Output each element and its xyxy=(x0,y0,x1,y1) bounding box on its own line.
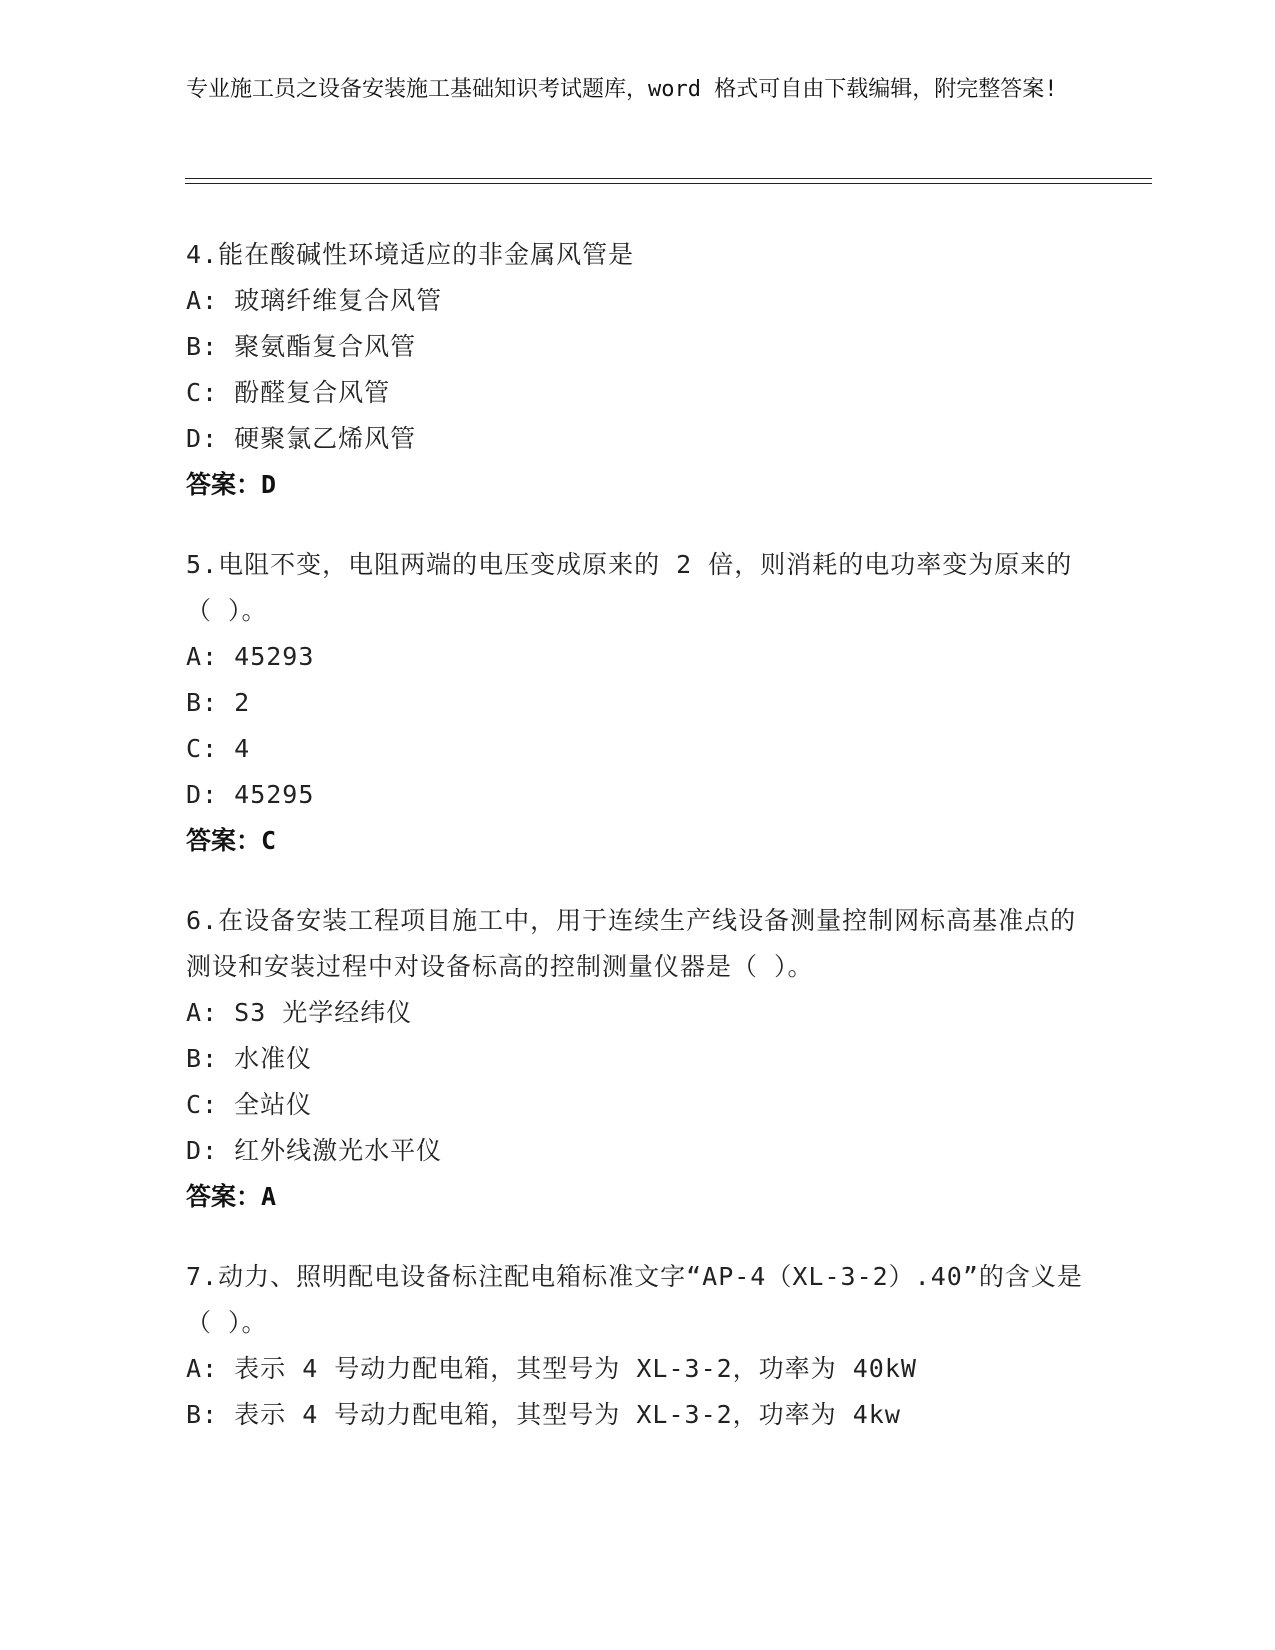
question-stem: 5.电阻不变，电阻两端的电压变成原来的 2 倍，则消耗的电功率变为原来的（ ）。 xyxy=(186,550,1073,625)
header-divider-top xyxy=(185,178,1152,179)
answer-line: 答案：C xyxy=(186,826,277,855)
option-d: D: 45295 xyxy=(186,780,315,809)
question-5 xyxy=(186,542,1086,864)
question-stem: 6.在设备安装工程项目施工中，用于连续生产线设备测量控制网标高基准点的测设和安装过程中对设备标高的控制测量仪器是（ ）。 xyxy=(186,906,1077,981)
option-c: C: 酚醛复合风管 xyxy=(186,378,391,407)
answer-line: 答案：D xyxy=(186,470,277,499)
question-list xyxy=(186,232,1086,1472)
option-d: D: 红外线激光水平仪 xyxy=(186,1136,443,1165)
option-a: A: S3 光学经纬仪 xyxy=(186,998,413,1027)
option-b: B: 水准仪 xyxy=(186,1044,313,1073)
option-c: C: 4 xyxy=(186,734,251,763)
document-header: 专业施工员之设备安装施工基础知识考试题库，word 格式可自由下载编辑，附完整答案! xyxy=(186,77,1058,102)
question-stem: 4.能在酸碱性环境适应的非金属风管是 xyxy=(186,240,635,269)
option-b: B: 聚氨酯复合风管 xyxy=(186,332,417,361)
question-4 xyxy=(186,232,1086,508)
option-b: B: 表示 4 号动力配电箱，其型号为 XL-3-2，功率为 4kw xyxy=(186,1400,901,1429)
question-6 xyxy=(186,898,1086,1220)
option-a: A: 45293 xyxy=(186,642,315,671)
question-stem: 7.动力、照明配电设备标注配电箱标准文字“AP-4（XL-3-2）.40”的含义是（ ）。 xyxy=(186,1262,1083,1337)
header-divider-bottom xyxy=(185,183,1152,184)
option-d: D: 硬聚氯乙烯风管 xyxy=(186,424,417,453)
option-b: B: 2 xyxy=(186,688,251,717)
option-c: C: 全站仪 xyxy=(186,1090,313,1119)
answer-line: 答案：A xyxy=(186,1182,277,1211)
question-7 xyxy=(186,1254,1086,1438)
option-a: A: 玻璃纤维复合风管 xyxy=(186,286,443,315)
option-a: A: 表示 4 号动力配电箱，其型号为 XL-3-2，功率为 40kW xyxy=(186,1354,917,1383)
